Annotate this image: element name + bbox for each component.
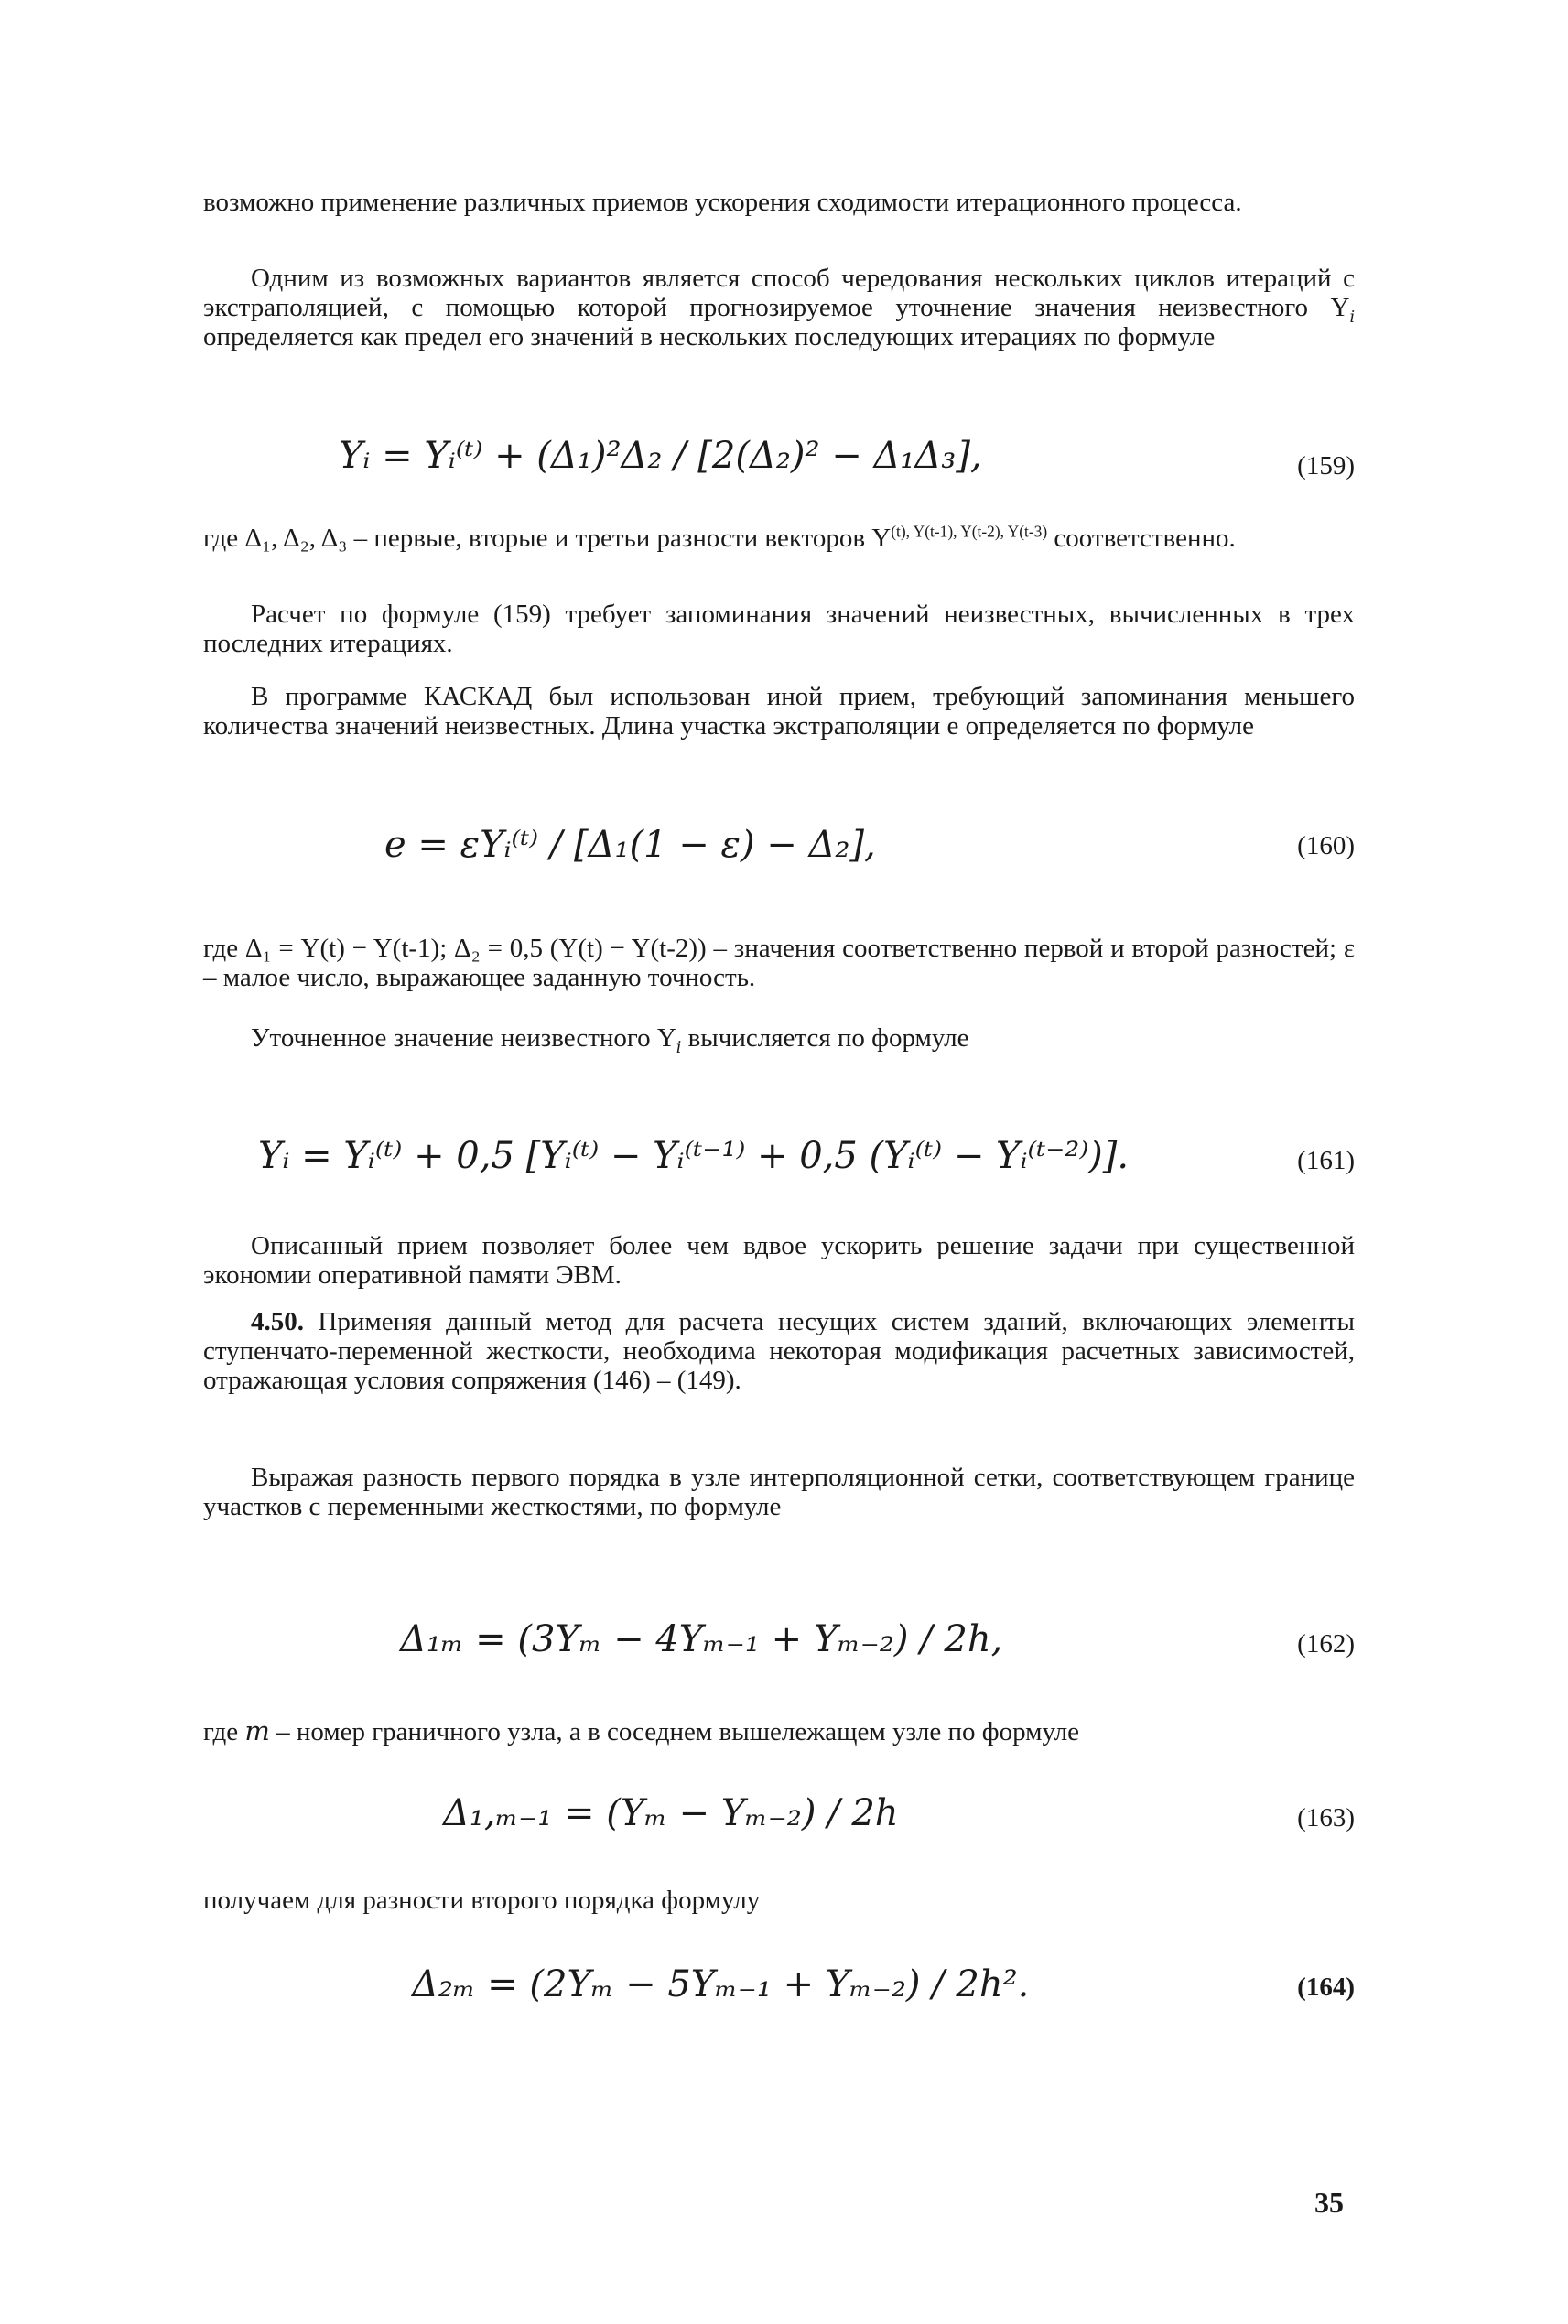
equation-number-161: (161) bbox=[1297, 1146, 1355, 1175]
paragraph-5-text: В программе КАСКАД был использован иной прием, требующий запоминания меньшего количества значений неизвестных. Длина участка экстраполяции e определяется по формуле bbox=[203, 682, 1355, 740]
paragraph-3-vectors: (t), Y(t-1), Y(t-2), Y(t-3) bbox=[891, 522, 1048, 541]
paragraph-7-subscript: i bbox=[676, 1038, 682, 1057]
formula-163-expression: Δ₁,ₘ₋₁ = (Yₘ − Yₘ₋₂) / 2h bbox=[443, 1792, 899, 1834]
paragraph-2-text: Одним из возможных вариантов является способ чередования нескольких циклов итераций с экстраполяцией, с помощью которой прогнозируемое уточнение значения неизвестного Y bbox=[203, 264, 1355, 322]
formula-160-expression: e = εYᵢ⁽ᵗ⁾ / [Δ₁(1 − ε) − Δ₂], bbox=[384, 824, 876, 866]
equation-number-162: (162) bbox=[1297, 1629, 1355, 1659]
equation-number-160: (160) bbox=[1297, 831, 1355, 860]
paragraph-8 bbox=[203, 1231, 1355, 1290]
formula-163 bbox=[203, 1776, 1355, 1858]
paragraph-2-subscript: i bbox=[1349, 308, 1355, 327]
paragraph-4 bbox=[203, 600, 1355, 658]
paragraph-2 bbox=[203, 264, 1355, 351]
paragraph-1-text: возможно применение различных приемов ускорения сходимости итерационного процесса. bbox=[203, 188, 1242, 217]
paragraph-3 bbox=[203, 524, 1355, 553]
paragraph-11-start: где bbox=[203, 1717, 245, 1746]
paragraph-7 bbox=[203, 1023, 1355, 1057]
paragraph-6-start: где Δ₁ = Y bbox=[203, 934, 320, 963]
paragraph-9 bbox=[203, 1307, 1355, 1395]
paragraph-3-text: где Δ₁, Δ₂, Δ₃ – первые, вторые и третьи разности векторов Y bbox=[203, 524, 892, 553]
formula-161-expression: Yᵢ = Yᵢ⁽ᵗ⁾ + 0,5 [Yᵢ⁽ᵗ⁾ − Yᵢ⁽ᵗ⁻¹⁾ + 0,5 (Yᵢ⁽ᵗ⁾ − Yᵢ⁽ᵗ⁻²⁾)]. bbox=[258, 1135, 1130, 1177]
equation-number-164: (164) bbox=[1297, 1973, 1355, 2002]
paragraph-6 bbox=[203, 934, 1355, 992]
paragraph-10 bbox=[203, 1463, 1355, 1521]
paragraph-2-tail: определяется как предел его значений в нескольких последующих итерациях по формуле bbox=[203, 322, 1216, 351]
paragraph-11-text: – номер граничного узла, а в соседнем вышележащем узле по формуле bbox=[269, 1717, 1080, 1746]
equation-number-163: (163) bbox=[1297, 1803, 1355, 1832]
paragraph-1 bbox=[203, 188, 1355, 217]
page-number: 35 bbox=[1314, 2186, 1344, 2219]
equation-number-159: (159) bbox=[1297, 451, 1355, 481]
formula-159 bbox=[203, 416, 1355, 499]
paragraph-12-text: получаем для разности второго порядка формулу bbox=[203, 1886, 761, 1915]
formula-164-expression: Δ₂ₘ = (2Yₘ − 5Yₘ₋₁ + Yₘ₋₂) / 2h². bbox=[412, 1963, 1030, 2005]
paragraph-4-text: Расчет по формуле (159) требует запоминания значений неизвестных, вычисленных в трех последних итерациях. bbox=[203, 600, 1355, 658]
formula-160 bbox=[203, 805, 1355, 888]
paragraph-11 bbox=[203, 1716, 1355, 1746]
formula-161 bbox=[203, 1108, 1355, 1190]
paragraph-11-var-m: m bbox=[244, 1715, 270, 1746]
paragraph-7-tail: вычисляется по формуле bbox=[681, 1023, 969, 1053]
paragraph-8-text: Описанный прием позволяет более чем вдвое ускорить решение задачи при существенной экономии оперативной памяти ЭВМ. bbox=[203, 1231, 1355, 1290]
paragraph-7-text: Уточненное значение неизвестного Y bbox=[251, 1023, 676, 1053]
paragraph-3-tail: соответственно. bbox=[1047, 524, 1236, 553]
formula-162-expression: Δ₁ₘ = (3Yₘ − 4Yₘ₋₁ + Yₘ₋₂) / 2h, bbox=[400, 1618, 1003, 1660]
paragraph-9-text: Применяя данный метод для расчета несущих систем зданий, включающих элементы ступенчато-переменной жесткости, необходима некоторая модификация расчетных зависимостей, отражающая условия сопряжения (146) – (149). bbox=[203, 1307, 1355, 1395]
formula-162 bbox=[203, 1602, 1355, 1684]
formula-164 bbox=[203, 1945, 1355, 2027]
paragraph-5 bbox=[203, 682, 1355, 740]
paragraph-12 bbox=[203, 1886, 1355, 1915]
paragraph-6-rest: (t) − Y(t-1); Δ₂ = 0,5 (Y(t) − Y(t-2)) – значения соответственно первой и второй разностей; ε – малое число, выражающее заданную точность. bbox=[203, 934, 1356, 992]
formula-159-expression: Yᵢ = Yᵢ⁽ᵗ⁾ + (Δ₁)²Δ₂ / [2(Δ₂)² − Δ₁Δ₃], bbox=[339, 435, 982, 477]
section-number: 4.50. bbox=[251, 1307, 304, 1336]
paragraph-10-text: Выражая разность первого порядка в узле интерполяционной сетки, соответствующем границе участков с переменными жесткостями, по формуле bbox=[203, 1463, 1355, 1521]
